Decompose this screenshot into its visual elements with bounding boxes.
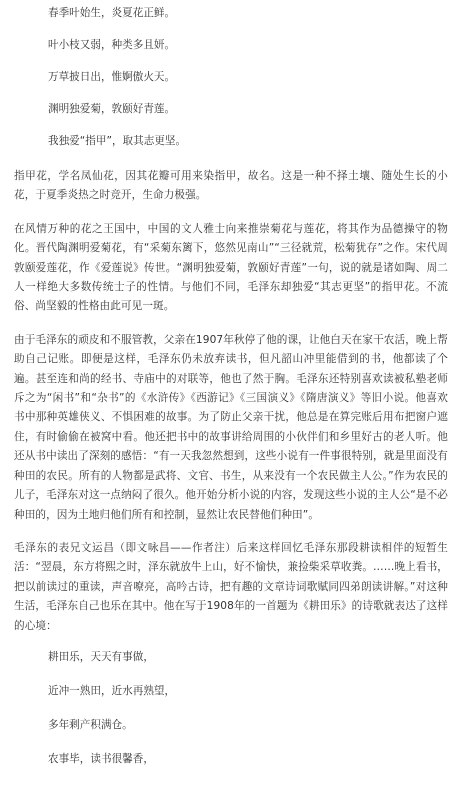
poem-line: 渊明独爱菊，敦颐好青莲。 [48, 103, 176, 115]
poem-line: 万草披日出，惟婀傲火天。 [48, 71, 176, 83]
poem-line: 多年剩产积满仓。 [48, 718, 133, 731]
paragraph-reading-youth: 由于毛泽东的顽皮和不服管教，父亲在1907年秋停了他的课，让他白天在家干农活，晚上帮助自己记账。即便是这样，毛泽东仍未放弃读书，但凡韶山冲里能借到的书，他都读了个遍。甚至连和尚的经书、寺庙中的对联等，他也了然于胸。毛泽东还特别喜欢读被私塾老师斥之为“闲书”和“杂书”的《水浒传》《西游记》《三国演义》《隋唐演义》等旧小说。他喜欢书中那种英雄侠义、不惧困难的故事。为了防止父亲干扰，他总是在算完账后用布把窗户遮住，有时偷偷在被窝中看。他还把书中的故事讲给周围的小伙伴们和乡里好古的老人听。他还从书中读出了深刻的感悟：“有一天我忽然想到，这些小说有一件事很特别，就是里面没有种田的农民。所有的人物都是武将、文官、书生，从来没有一个农民做主人公。”作为农民的儿子，毛泽东对这一点纳闷了很久。他开始分析小说的内容，发现这些小说的主人公“是不必种田的，因为土地归他们所有和控制，显然让农民替他们种田”。 [14, 333, 448, 521]
paragraph-balsam-intro: 指甲花，学名凤仙花，因其花瓣可用来染指甲，故名。这是一种不择土壤、随处生长的小花，于夏季炎热之时竞开，生命力极强。 [14, 170, 448, 202]
poem-line: 近冲一熟田，近水再熟望， [48, 684, 176, 697]
poem-line: 我独爱“指甲”，取其志更坚。 [48, 135, 187, 147]
poem-line: 农事毕，读书很馨香， [48, 752, 154, 765]
article-body [14, 0, 448, 767]
poem-farming-joy [14, 650, 448, 767]
paragraph-literati-flowers: 在风情万种的花之王国中，中国的文人雅士向来推崇菊花与莲花，将其作为品德操守的物化。晋代陶渊明爱菊花，有“采菊东篱下，悠然见南山”“三径就荒，松菊犹存”之作。宋代周敦颐爱莲花，作《爱莲说》传世。“渊明独爱菊，敦颐好青莲”一句，说的就是诸如陶、周二人一样绝大多数传统士子的性情。与他们不同，毛泽东却独爱“其志更坚”的指甲花。不流俗、尚坚毅的性格由此可见一斑。 [14, 222, 448, 313]
poem-line: 春季叶始生，炎夏花正鲜。 [48, 7, 176, 19]
paragraph-cousin-recollection: 毛泽东的表兄文运昌（即文咏昌——作者注）后来这样回忆毛泽东那段耕读相伴的短暂生活：“翌晨，东方将熙之时，泽东就放牛上山，好不愉快，兼捡柴采草收粪。……晚上看书，把以前读过的重读，声音嘹亮，高吟古诗，把有趣的文章诗词歌赋同四弟朗读讲解。”对这种生活，毛泽东自己也乐在其中。他在写于1908年的一首题为《耕田乐》的诗歌就表达了这样的心境： [14, 541, 448, 632]
poem-ode-to-balsam [14, 0, 448, 149]
poem-line: 叶小枝又弱，种类多且妍。 [48, 39, 176, 51]
poem-line: 耕田乐，天天有事做， [48, 650, 154, 663]
